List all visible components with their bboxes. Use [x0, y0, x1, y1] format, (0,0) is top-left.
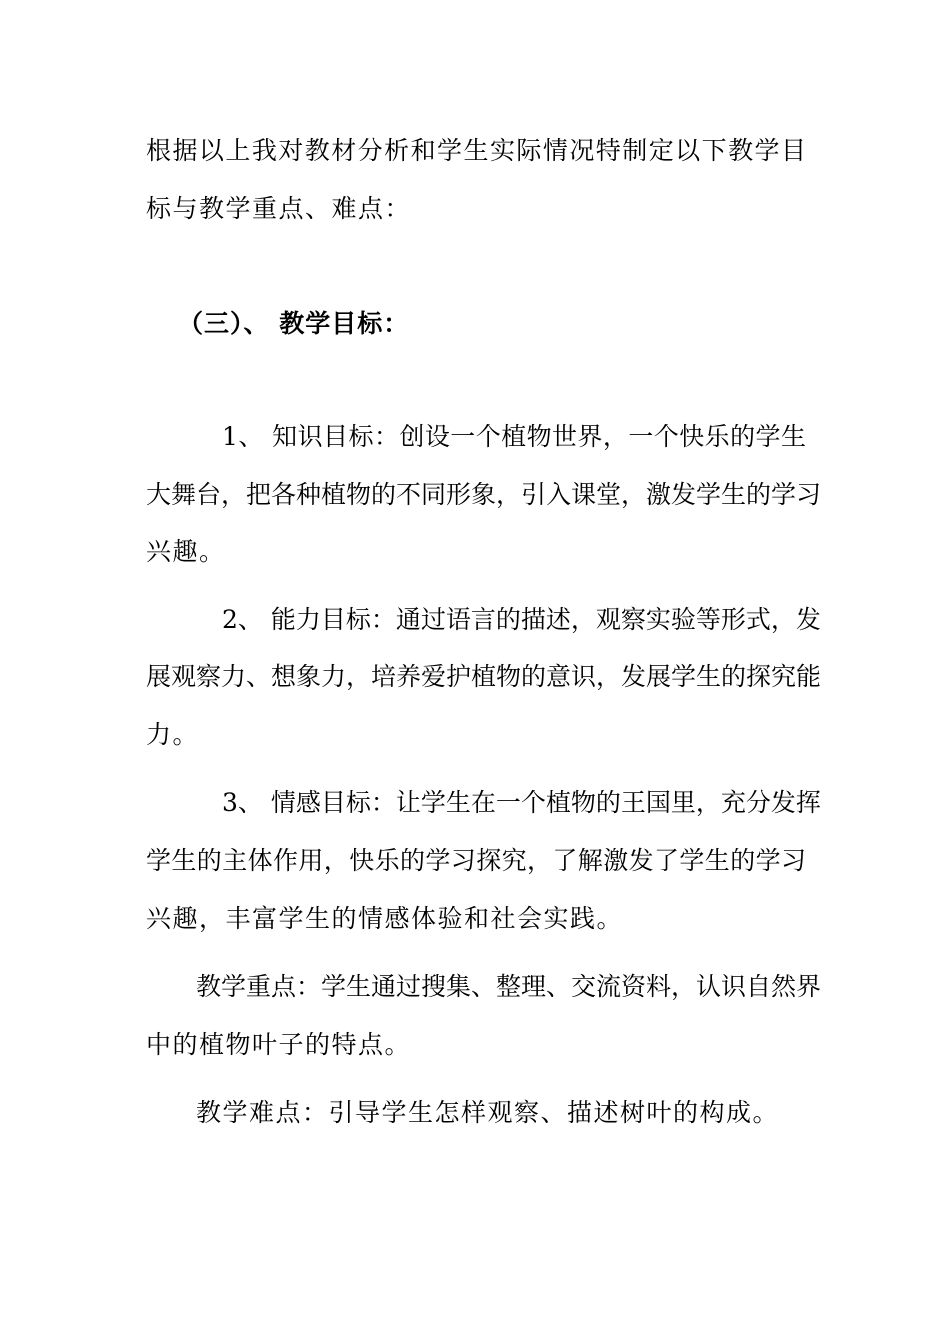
intro-line-1: 根据以上我对教材分析和学生实际情况特制定以下教学目 [146, 136, 806, 165]
key-point-line-1: 教学重点：学生通过搜集、整理、交流资料，认识自然界 [196, 972, 822, 1001]
key-point-line-2: 中的植物叶子的特点。 [146, 1030, 412, 1059]
goal-2-line-3: 力。 [146, 720, 200, 749]
goal-1-line-2: 大舞台，把各种植物的不同形象，引入课堂，激发学生的学习 [146, 480, 822, 509]
goal-3-line-2: 学生的主体作用，快乐的学习探究，了解激发了学生的学习 [146, 846, 806, 875]
section-heading: （三）、 教学目标： [178, 309, 410, 338]
intro-line-2: 标与教学重点、难点： [146, 194, 412, 223]
goal-2-line-2: 展观察力、想象力，培养爱护植物的意识，发展学生的探究能 [146, 662, 822, 691]
difficult-point-line-1: 教学难点：引导学生怎样观察、描述树叶的构成。 [196, 1098, 780, 1127]
goal-3-line-3: 兴趣，丰富学生的情感体验和社会实践。 [146, 904, 624, 933]
goal-1-line-1: 1、 知识目标：创设一个植物世界，一个快乐的学生 [222, 422, 806, 451]
goal-2-line-1: 2、 能力目标：通过语言的描述，观察实验等形式，发 [222, 605, 821, 634]
goal-3-line-1: 3、 情感目标：让学生在一个植物的王国里，充分发挥 [222, 788, 821, 817]
goal-1-line-3: 兴趣。 [146, 537, 226, 566]
